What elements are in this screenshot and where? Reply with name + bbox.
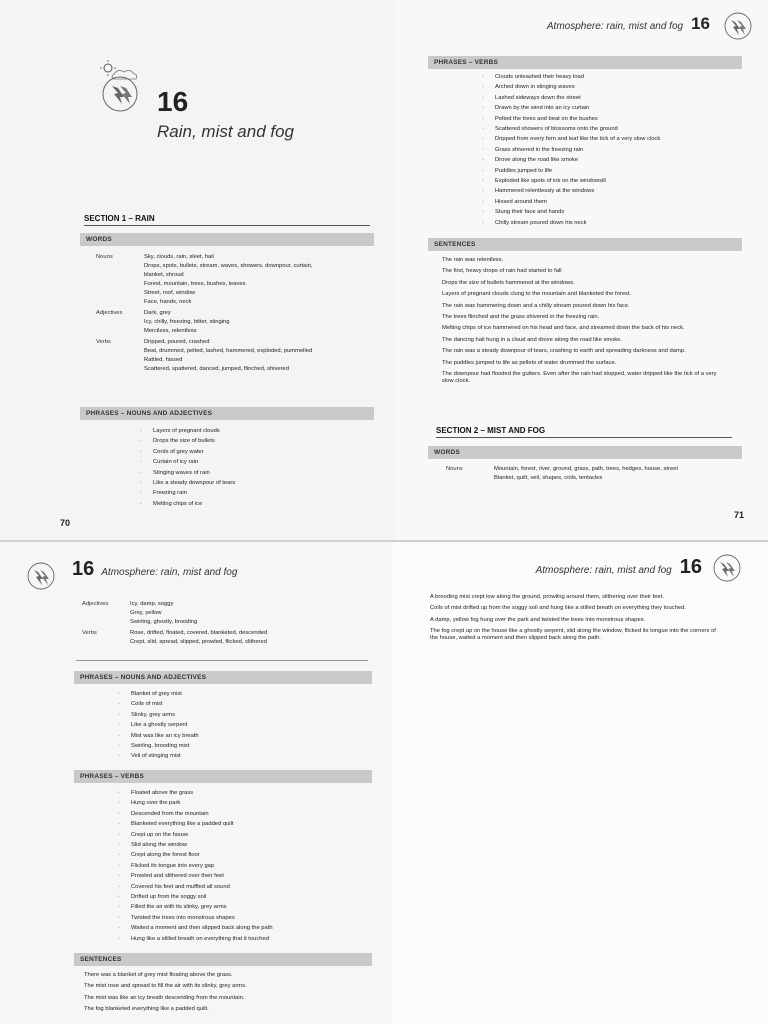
phrase-item: ▫ Drifted up from the soggy soil <box>118 892 273 902</box>
sentence: Melting chips of ice hammered on his head and face, and streamed down the back of his neck. <box>442 325 685 332</box>
word-line: Grey, yellow <box>130 610 162 616</box>
sentence-list <box>430 594 720 647</box>
phrase-item: ▫ Crept up on the house <box>118 830 273 840</box>
word-group-row <box>82 600 372 627</box>
word-group-row <box>96 309 366 336</box>
word-line: Icy, damp, soggy <box>130 601 174 607</box>
running-header-title: Atmosphere: rain, mist and fog <box>535 565 672 576</box>
phrase-item: ▫ Blanket of grey mist <box>118 689 199 699</box>
sentence: The fog blanketed everything like a padded quilt. <box>84 1006 209 1013</box>
weather-icon <box>24 558 58 592</box>
phrase-item: ▫ Freezing rain <box>140 488 235 498</box>
sentence-list <box>442 257 722 390</box>
word-group-label: Adjectives <box>96 310 123 316</box>
phrase-item: ▫ Pelted the trees and beat on the bushes <box>482 114 660 124</box>
word-line: Beat, drummed, pelted, lashed, hammered, exploded, pummelled <box>144 348 313 354</box>
phrase-item: ▫ Hung like a stilled breath on everything that it touched <box>118 934 273 944</box>
phrase-item: ▫ Lashed sideways down the street <box>482 93 660 103</box>
sentence: A brooding mist crept low along the ground, prowling around them, slithering over their feet. <box>430 594 664 600</box>
sentence: The puddles jumped to life as pellets of water drummed the surface. <box>442 359 617 366</box>
sentence: The downpour had flooded the gutters. Even after the rain had stopped, water dripped like the tick of a very slow clock. <box>442 370 717 385</box>
word-group-values <box>130 629 267 647</box>
noun-line: Mountain, forest, river, ground, grass, path, trees, hedges, house, street <box>494 466 678 472</box>
running-header-number: 16 <box>72 558 95 580</box>
section-1-title: SECTION 1 – RAIN <box>84 214 370 226</box>
word-group-row <box>96 338 366 374</box>
running-header <box>536 556 702 579</box>
phrase-item: ▫ Drove along the road like smoke <box>482 155 660 165</box>
word-group-label: Verbs <box>82 630 97 636</box>
word-line: Merciless, relentless <box>144 328 197 334</box>
phrase-item: ▫ Hammered relentlessly at the windows <box>482 186 660 196</box>
page-72 <box>0 542 392 1024</box>
chapter-number: 16 <box>157 86 189 117</box>
nouns-label: Nouns <box>446 466 463 472</box>
phrase-item: ▫ Scattered showers of blossoms onto the ground <box>482 124 660 134</box>
phrase-item: ▫ Waited a moment and then slipped back along the path <box>118 923 273 933</box>
word-group-row <box>96 253 366 307</box>
sentence: The trees flinched and the grass shivered in the freezing rain. <box>442 313 600 320</box>
page-70 <box>0 0 398 540</box>
word-line: Swirling, ghostly, brooding <box>130 619 198 625</box>
words-bar: WORDS <box>428 446 742 459</box>
phrases-nouns-adjectives-bar: PHRASES – NOUNS AND ADJECTIVES <box>80 407 374 420</box>
phrases-verbs-bar: PHRASES – VERBS <box>428 56 742 69</box>
word-group-values <box>144 309 230 336</box>
nouns-values <box>494 465 678 483</box>
phrase-item: ▫ Crept along the forest floor <box>118 850 273 860</box>
word-groups <box>82 600 372 649</box>
phrase-item: ▫ Cords of grey water <box>140 447 235 457</box>
page-73 <box>392 542 768 1024</box>
sentence-list <box>84 972 364 1018</box>
phrase-item: ▫ Puddles jumped to life <box>482 166 660 176</box>
phrase-item: ▫ Drops the size of bullets <box>140 436 235 446</box>
word-group-values <box>130 600 197 627</box>
sentence: The dancing hail hung in a cloud and drove along the road like smoke. <box>442 336 623 343</box>
phrase-item: ▫ Curtain of icy rain <box>140 457 235 467</box>
phrases-nouns-adjectives-bar: PHRASES – NOUNS AND ADJECTIVES <box>74 671 372 684</box>
phrase-item: ▫ Blanketed everything like a padded quilt <box>118 819 273 829</box>
word-line: Dripped, poured, crashed <box>144 339 210 345</box>
noun-line: Blanket, quilt, veil, shapes, coils, tentacles <box>494 475 603 481</box>
word-group-label: Verbs <box>96 339 111 345</box>
phrase-item: ▫ Slid along the window <box>118 840 273 850</box>
phrase-item: ▫ Flicked its tongue into every gap <box>118 861 273 871</box>
words-bar: WORDS <box>80 233 374 246</box>
phrase-item: ▫ Hissed around them <box>482 197 660 207</box>
word-group-row <box>82 629 372 647</box>
phrase-item: ▫ Floated above the grass <box>118 788 273 798</box>
word-line: Icy, chilly, freezing, bitter, stinging <box>144 319 230 325</box>
weather-icon <box>98 58 154 114</box>
phrase-item: ▫ Arched down in stinging waves <box>482 82 660 92</box>
word-line: Rose, drifted, floated, covered, blanketed, descended <box>130 630 268 636</box>
page-number: 70 <box>60 518 71 528</box>
phrase-item: ▫ Grass shivered in the freezing rain <box>482 145 660 155</box>
weather-icon <box>720 8 754 42</box>
word-group-label: Adjectives <box>82 601 109 607</box>
word-line: Crept, slid, spread, slipped, prowled, flicked, slithered <box>130 639 267 645</box>
phrase-list <box>118 689 199 762</box>
running-header <box>72 558 237 581</box>
phrase-item: ▫ Filled the air with its slinky, grey arms <box>118 902 273 912</box>
sentence: The fog crept up on the house like a ghostly serpent, slid along the window, flicked its tongue into the corners of the house, waited a moment and then slipped back along the path. <box>430 628 716 642</box>
phrase-item: ▫ Exploded like spots of ink on the windowsill <box>482 176 660 186</box>
phrase-item: ▫ Hung over the park <box>118 798 273 808</box>
sentence: Drops the size of bullets hammered at the windows. <box>442 279 575 286</box>
chapter-title: Rain, mist and fog <box>157 122 295 141</box>
phrase-item: ▫ Covered his feet and muffled all sound <box>118 882 273 892</box>
word-line: Dark, grey <box>144 310 171 316</box>
sentence: The mist rose and spread to fill the air with its slinky, grey arms. <box>84 983 247 990</box>
weather-icon <box>710 550 744 584</box>
sentences-bar: SENTENCES <box>428 238 742 251</box>
word-line: Forest, mountain, trees, bushes, leaves <box>144 281 246 287</box>
sentence: A damp, yellow fog hung over the park and twisted the trees into monstrous shapes. <box>430 616 646 623</box>
phrase-item: ▫ Layers of pregnant clouds <box>140 426 235 436</box>
phrase-list <box>140 426 235 509</box>
running-header <box>547 14 710 34</box>
word-line: blanket, shroud <box>144 272 184 278</box>
phrase-item: ▫ Stinging waves of rain <box>140 468 235 478</box>
sentence: Layers of pregnant clouds clung to the mountain and blanketed the forest. <box>442 291 632 298</box>
sentence: There was a blanket of grey mist floating above the grass. <box>84 972 233 978</box>
section-2-title: SECTION 2 – MIST AND FOG <box>436 426 732 438</box>
word-group-label: Nouns <box>96 254 113 260</box>
running-header-number: 16 <box>679 556 702 578</box>
phrase-item: ▫ Chilly stream poured down his neck <box>482 218 660 228</box>
sentences-bar: SENTENCES <box>74 953 372 966</box>
sentence: The rain was hammering down and a chilly stream poured down his face. <box>442 302 630 309</box>
verb-phrase-list <box>118 788 273 944</box>
phrases-verbs-bar: PHRASES – VERBS <box>74 770 372 783</box>
phrase-item: ▫ Slinky, grey arms <box>118 710 199 720</box>
phrase-item: ▫ Dripped from every fern and leaf like the tick of a very slow clock <box>482 134 660 144</box>
sentence: The mist was like an icy breath descending from the mountain. <box>84 994 245 1001</box>
phrase-item: ▫ Coils of mist <box>118 699 199 709</box>
word-line: Rattled, hissed <box>144 357 183 363</box>
word-group-values <box>144 253 313 307</box>
phrase-item: ▫ Like a steady downpour of tears <box>140 478 235 488</box>
verb-phrase-list <box>482 72 660 228</box>
phrase-item: ▫ Drawn by the wind into an icy curtain <box>482 103 660 113</box>
sentence: The first, heavy drops of rain had started to fall <box>442 268 562 275</box>
phrase-item: ▫ Mist was like an icy breath <box>118 731 199 741</box>
running-header-number: 16 <box>691 14 710 33</box>
word-line: Street, roof, window <box>144 290 196 296</box>
word-line: Scattered, spattered, danced, jumped, flinched, shivered <box>144 366 290 372</box>
phrase-item: ▫ Clouds unleashed their heavy load <box>482 72 660 82</box>
sentence: The rain was relentless. <box>442 257 504 263</box>
sentence: Coils of mist drifted up from the soggy soil and hung like a stilled breath on everything they touched. <box>430 605 686 612</box>
word-line: Face, hands, neck <box>144 299 192 305</box>
page-number: 71 <box>733 510 744 520</box>
phrase-item: ▫ Like a ghostly serpent <box>118 720 199 730</box>
word-line: Drops, spots, bullets, stream, waves, showers, downpour, curtain, <box>144 263 313 269</box>
page-71 <box>396 0 768 540</box>
word-line: Sky, clouds, rain, sleet, hail <box>144 254 214 260</box>
phrase-item: ▫ Twisted the trees into monstrous shapes <box>118 913 273 923</box>
nouns-row <box>446 465 736 483</box>
word-groups <box>96 253 366 376</box>
phrase-item: ▫ Veil of stinging mist <box>118 751 199 761</box>
divider <box>76 660 368 661</box>
phrase-item: ▫ Prowled and slithered over their feet <box>118 871 273 881</box>
phrase-item: ▫ Melting chips of ice <box>140 499 235 509</box>
phrase-item: ▫ Swirling, brooding mist <box>118 741 199 751</box>
phrase-item: ▫ Stung their face and hands <box>482 207 660 217</box>
running-header-title: Atmosphere: rain, mist and fog <box>101 567 238 578</box>
phrase-item: ▫ Descended from the mountain <box>118 809 273 819</box>
word-group-values <box>144 338 312 374</box>
running-header-title: Atmosphere: rain, mist and fog <box>546 21 684 32</box>
sentence: The rain was a steady downpour of tears, crashing to earth and spreading darkness and damp. <box>442 348 686 355</box>
